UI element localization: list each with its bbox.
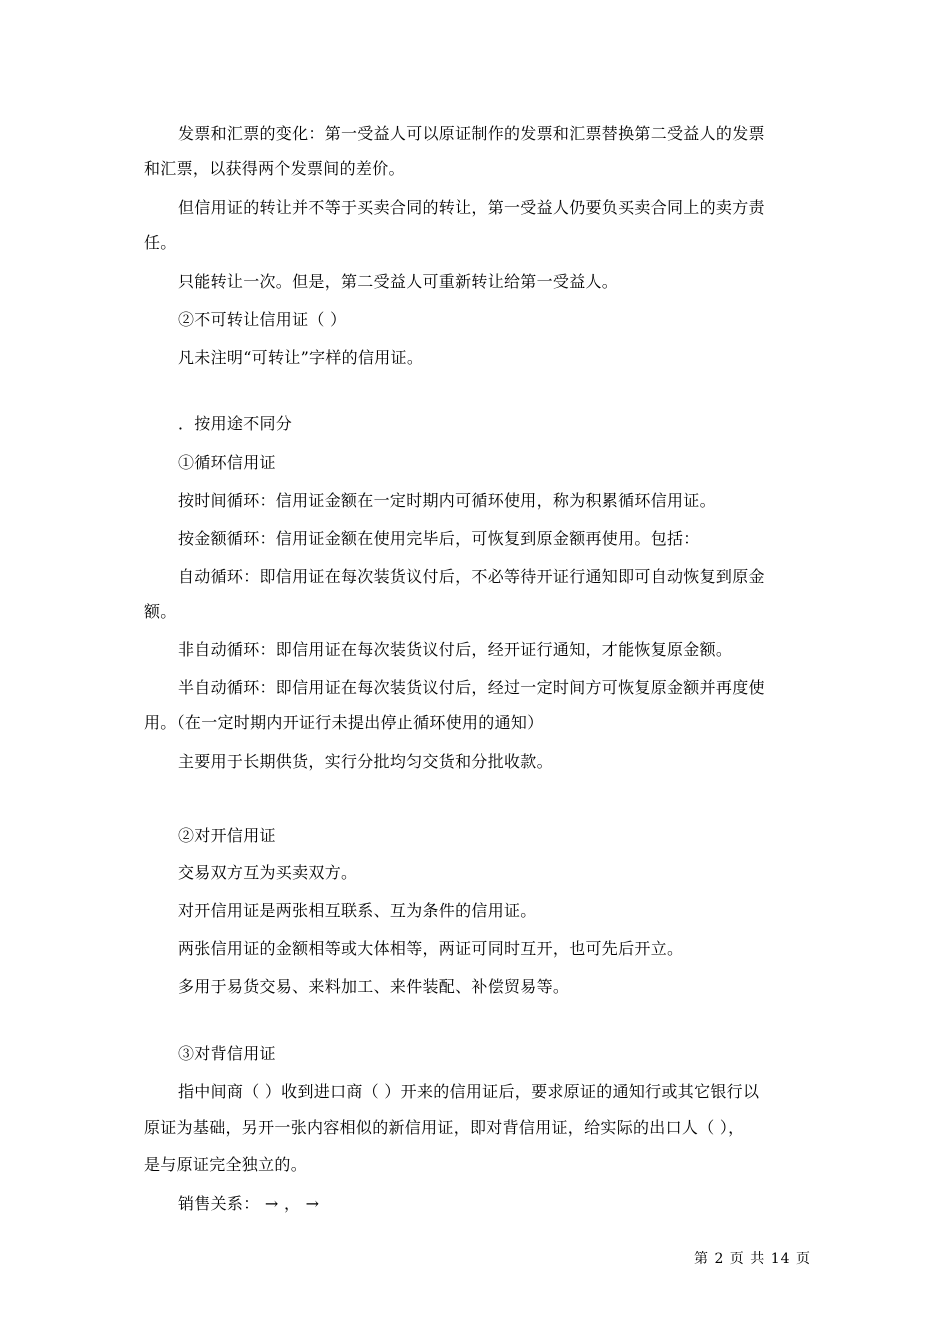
paragraph-line: 对开信用证是两张相互联系、互为条件的信用证。 [178, 901, 537, 920]
paragraph-line: 销售关系： → ， → [178, 1194, 320, 1213]
paragraph-line: 半自动循环：即信用证在每次装货议付后，经过一定时间方可恢复原金额并再度使 [178, 678, 765, 697]
paragraph-line: 原证为基础，另开一张内容相似的新信用证，即对背信用证，给实际的出口人（ ）， [144, 1118, 745, 1137]
paragraph-line: 按时间循环：信用证金额在一定时期内可循环使用，称为积累循环信用证。 [178, 491, 716, 510]
paragraph-line: 两张信用证的金额相等或大体相等，两证可同时互开，也可先后开立。 [178, 939, 684, 958]
paragraph-line: 凡未注明“可转让”字样的信用证。 [178, 348, 424, 367]
subheading: ③对背信用证 [178, 1044, 276, 1063]
paragraph-line: 任。 [144, 233, 177, 252]
subheading: ②不可转让信用证（ ） [178, 310, 347, 329]
paragraph-line: 按金额循环：信用证金额在使用完毕后，可恢复到原金额再使用。包括： [178, 529, 700, 548]
paragraph-line: 但信用证的转让并不等于买卖合同的转让，第一受益人仍要负买卖合同上的卖方责 [178, 198, 765, 217]
paragraph-line: 多用于易货交易、来料加工、来件装配、补偿贸易等。 [178, 977, 570, 996]
paragraph-line: 额。 [144, 602, 177, 621]
paragraph-line: 用。（在一定时期内开证行未提出停止循环使用的通知） [144, 713, 544, 732]
section-heading: ．按用途不同分 [178, 414, 293, 433]
subheading: ②对开信用证 [178, 826, 276, 845]
subheading: ①循环信用证 [178, 453, 276, 472]
paragraph-line: 自动循环：即信用证在每次装货议付后，不必等待开证行通知即可自动恢复到原金 [178, 567, 765, 586]
paragraph-line: 和汇票，以获得两个发票间的差价。 [144, 159, 405, 178]
paragraph-line: 发票和汇票的变化：第一受益人可以原证制作的发票和汇票替换第二受益人的发票 [178, 124, 765, 143]
paragraph-line: 指中间商（ ）收到进口商（ ）开来的信用证后，要求原证的通知行或其它银行以 [178, 1082, 760, 1101]
paragraph-line: 是与原证完全独立的。 [144, 1155, 308, 1174]
paragraph-line: 非自动循环：即信用证在每次装货议付后，经开证行通知，才能恢复原金额。 [178, 640, 733, 659]
paragraph-line: 主要用于长期供货，实行分批均匀交货和分批收款。 [178, 752, 553, 771]
paragraph-line: 只能转让一次。但是，第二受益人可重新转让给第一受益人。 [178, 272, 619, 291]
page-number-footer: 第 2 页 共 14 页 [694, 1251, 811, 1267]
paragraph-line: 交易双方互为买卖双方。 [178, 863, 358, 882]
